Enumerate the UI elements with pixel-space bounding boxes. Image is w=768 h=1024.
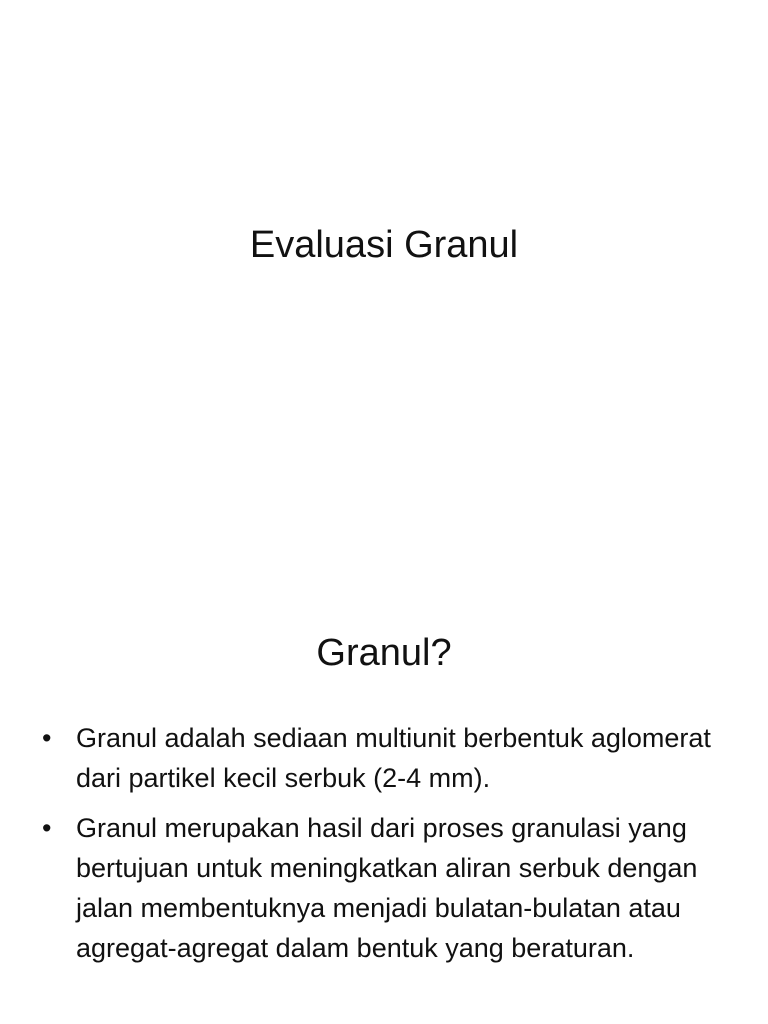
bullet-item [42,718,732,798]
slide-content [0,560,768,1024]
bullet-item [42,808,732,968]
slide-title-text: Evaluasi Granul [249,224,519,266]
bullet-text: Granul merupakan hasil dari proses granulasi yang bertujuan untuk meningkatkan aliran serbuk dengan jalan membentuknya menjadi bulatan-bulatan atau agregat-agregat dalam bentuk yang beraturan. [76,813,698,963]
bullet-list [42,718,732,978]
slide-heading: Granul? [316,632,452,674]
bullet-icon: • [42,723,52,753]
bullet-text: Granul adalah sediaan multiunit berbentuk aglomerat dari partikel kecil serbuk (2-4 mm). [76,723,711,793]
bullet-icon: • [42,813,52,843]
